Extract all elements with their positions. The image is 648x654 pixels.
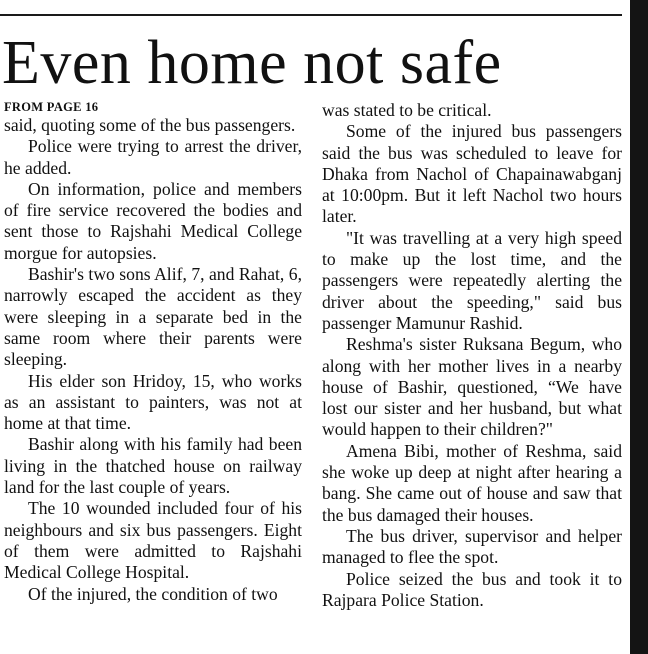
paragraph: Reshma's sister Ruksana Begum, who along with her mother lives in a nearby house of Bashir, questioned, “We have lost our sister and her husband, but what would happen to their children?"	[322, 334, 622, 440]
paragraph: Bashir's two sons Alif, 7, and Rahat, 6, narrowly escaped the accident as they were sleeping in a separate bed in the same room where their parents were sleeping.	[4, 264, 302, 370]
paragraph: Bashir along with his family had been living in the thatched house on railway land for the last couple of years.	[4, 434, 302, 498]
paragraph: said, quoting some of the bus passengers.	[4, 115, 296, 135]
paragraph: Of the injured, the condition of two	[28, 583, 278, 604]
paragraph: The 10 wounded included four of his neighbours and six bus passengers. Eight of them were admitted to Rajshahi Medical College Hospital.	[4, 498, 302, 583]
paragraph: Police were trying to arrest the driver, he added.	[4, 136, 302, 178]
jump-line: FROM PAGE 16	[4, 100, 99, 114]
paragraph: On information, police and members of fire service recovered the bodies and sent those to Rajshahi Medical College morgue for autopsies.	[4, 178, 302, 263]
paragraph: "It was travelling at a very high speed to make up the lost time, and the passengers were repeatedly alerting the driver about the speeding," said bus passenger Mamunur Rashid.	[322, 227, 622, 333]
paragraph: Amena Bibi, mother of Reshma, said she woke up deep at night after hearing a bang. She came out of house and saw that the bus damaged their houses.	[322, 440, 622, 525]
right-column	[322, 100, 622, 611]
paragraph: The bus driver, supervisor and helper managed to flee the spot.	[322, 525, 622, 568]
paragraph: was stated to be critical.	[322, 100, 492, 120]
paragraph: His elder son Hridoy, 15, who works as an assistant to painters, was not at home at that time.	[4, 370, 302, 434]
top-rule	[0, 14, 622, 16]
paragraph: Police seized the bus and took it to Rajpara Police Station.	[322, 568, 622, 610]
paragraph: Some of the injured bus passengers said the bus was scheduled to leave for Dhaka from Nachol of Chapainawabganj at 10:00pm. But it left Nachol two hours later.	[322, 121, 622, 227]
left-column	[4, 100, 302, 605]
headline: Even home not safe	[2, 29, 502, 97]
page-edge-border	[630, 0, 648, 654]
